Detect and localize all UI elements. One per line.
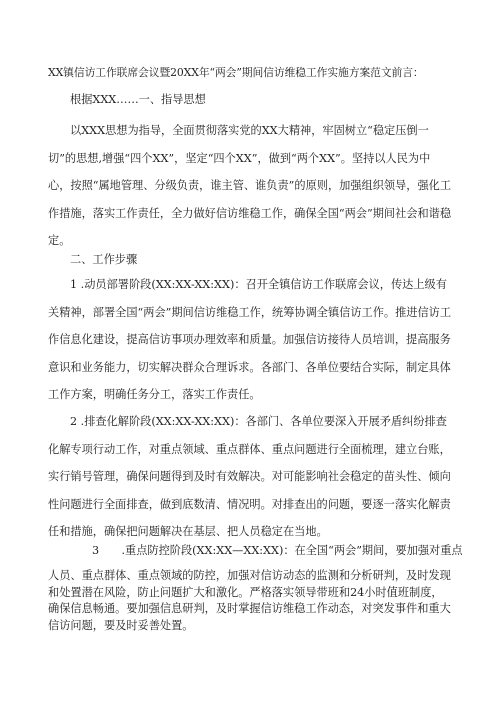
step-2-paragraph: 2 .排查化解阶段(XX:XX-XX:XX)：各部门、各单位要深入开展矛盾纠纷排查化解专项行动工作，对重点领域、重点群体、重点问题进行全面梳理，建立台账，实行销号管理，确保问题得到及时有效解决。对可能影响社会稳定的苗头性、倾向性问题进行全面排查，做到底数清、情况明。对排查出的问题，要逐一落实化解责任和措施，确保把问题解决在基层、把人员稳定在当地。 [48,415,451,538]
step-1-paragraph: 1 .动员部署阶段(XX:XX-XX:XX)：召开全镇信访工作联席会议，传达上级有关精神，部署全国“两会”期间信访维稳工作，统筹协调全镇信访工作。推进信访工作信息化建设，提高信访事项办理效率和质量。加强信访接待人员培训，提高服务意识和业务能力，切实解决群众合理诉求。各部门、各单位要结合实际，制定具体工作方案，明确任务分工，落实工作责任。 [48,278,452,401]
step-3-body: 人员、重点群体、重点领域的防控，加强对信访动态的监测和分析研判，及时发现和处置潜在风险，防止问题扩大和激化。严格落实领导带班和24小时值班制度，确保信息畅通。要加强信息研判，及时掌握信访维稳工作动态，对突发事件和重大信访问题，要及时妥善处置。 [48,569,451,632]
step-3-heading: 3 .重点防控阶段(XX:XX—XX:XX)：在全国“两会”期间，要加强对重点 [92,544,463,557]
intro-line: 根据XXX……一、指导思想 [70,93,206,106]
work-steps-heading: 二、工作步骤 [70,253,138,266]
guiding-thought-paragraph: 以XXX思想为指导，全面贯彻落实党的XX大精神，牢固树立“稳定压倒一切”的思想,增强“四个XX”，坚定“四个XX”，做到“两个XX”。坚持以人民为中心，按照“属地管理、分级负责，谁主管、谁负责”的原则，加强组织领导，强化工作措施，落实工作责任，全力做好信访维稳工作，确保全国“两会”期间社会和谐稳定。 [48,124,452,247]
document-title: XX镇信访工作联席会议暨20XX年“两会”期间信访维稳工作实施方案范文前言： [48,66,424,79]
